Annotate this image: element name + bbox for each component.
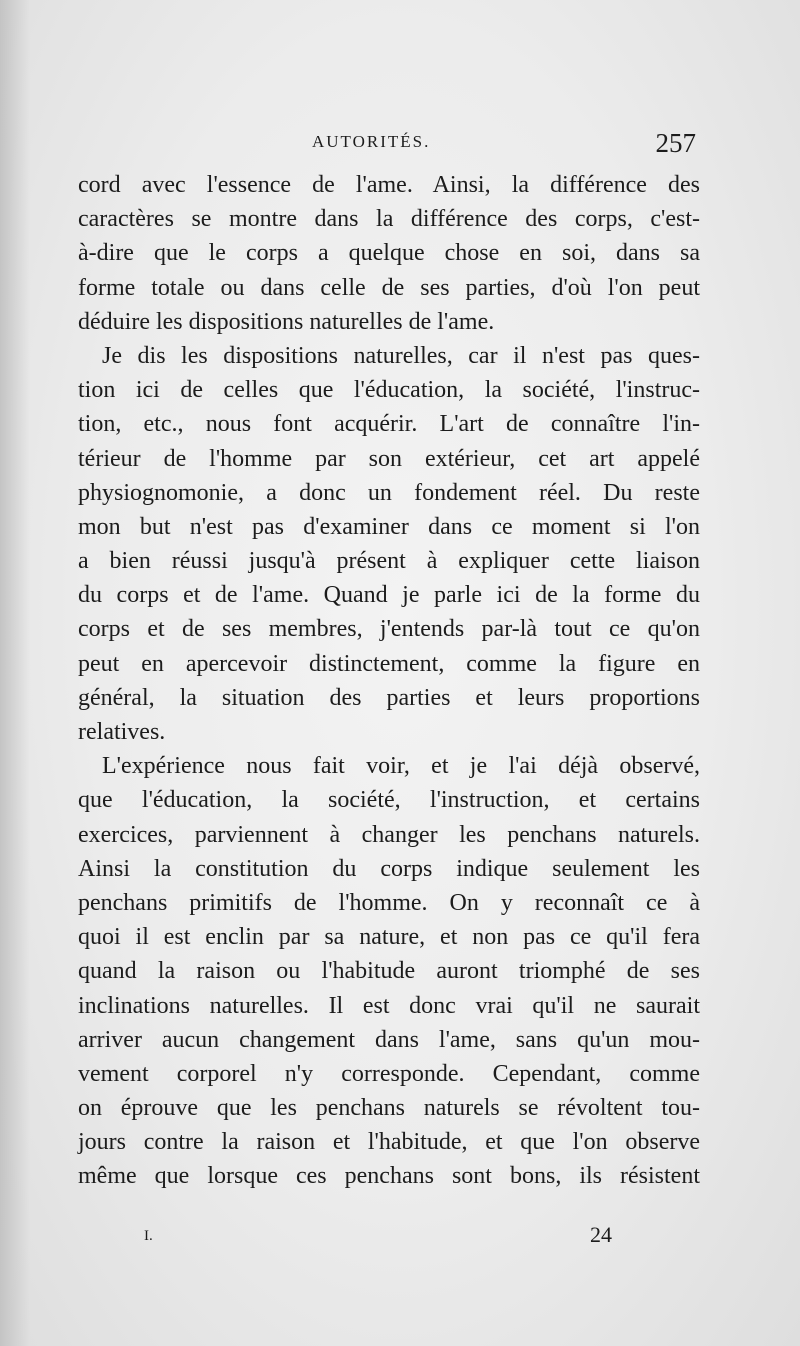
text-line: même que lorsque ces penchans sont bons, ils résistent xyxy=(78,1163,700,1190)
text-line: du corps et de l'ame. Quand je parle ici de la forme du xyxy=(78,582,700,609)
text-line: tion ici de celles que l'éducation, la société, l'instruc- xyxy=(78,377,700,404)
text-line: on éprouve que les penchans naturels se révoltent tou- xyxy=(78,1095,700,1122)
text-line: mon but n'est pas d'examiner dans ce moment si l'on xyxy=(78,513,700,540)
text-line: général, la situation des parties et leurs proportions xyxy=(78,684,700,711)
text-line: L'expérience nous fait voir, et je l'ai déjà observé, xyxy=(102,753,700,780)
text-line: Je dis les dispositions naturelles, car il n'est pas ques- xyxy=(102,342,700,369)
text-line: cord avec l'essence de l'ame. Ainsi, la différence des xyxy=(78,172,700,198)
text-line: physiognomonie, a donc un fondement réel. Du reste xyxy=(78,479,700,506)
body-text xyxy=(78,168,700,1194)
text-line: tion, etc., nous font acquérir. L'art de connaître l'in- xyxy=(78,411,700,438)
text-line: a bien réussi jusqu'à présent à expliquer cette liaison xyxy=(78,548,700,575)
text-line: quoi il est enclin par sa nature, et non pas ce qu'il fera xyxy=(78,924,700,951)
text-line: relatives. xyxy=(78,719,166,745)
text-line: arriver aucun changement dans l'ame, sans qu'un mou- xyxy=(78,1026,700,1053)
page-footer xyxy=(78,1222,700,1252)
gutter-shadow xyxy=(0,0,30,1346)
text-line: vement corporel n'y corresponde. Cependant, comme xyxy=(78,1060,700,1087)
text-line: térieur de l'homme par son extérieur, cet art appelé xyxy=(78,445,700,472)
text-line: forme totale ou dans celle de ses parties, d'où l'on peut xyxy=(78,274,700,301)
text-line: à-dire que le corps a quelque chose en soi, dans sa xyxy=(78,240,700,267)
text-line: que l'éducation, la société, l'instruction, et certains xyxy=(78,787,700,814)
text-line: jours contre la raison et l'habitude, et que l'on observe xyxy=(78,1129,700,1156)
text-line: corps et de ses membres, j'entends par-là tout ce qu'on xyxy=(78,616,700,643)
signature-number: 24 xyxy=(590,1222,612,1247)
text-line: inclinations naturelles. Il est donc vrai qu'il ne saurait xyxy=(78,992,700,1019)
signature-mark: I. xyxy=(144,1228,153,1244)
running-head: AUTORITÉS. xyxy=(312,132,431,151)
text-line: caractères se montre dans la différence des corps, c'est- xyxy=(78,206,700,233)
text-line: penchans primitifs de l'homme. On y reconnaît ce à xyxy=(78,889,700,916)
page-header xyxy=(78,128,700,164)
text-line: exercices, parviennent à changer les penchans naturels. xyxy=(78,821,700,848)
text-line: peut en apercevoir distinctement, comme la figure en xyxy=(78,650,700,677)
text-line: Ainsi la constitution du corps indique seulement les xyxy=(78,855,700,882)
page-number: 257 xyxy=(655,128,696,158)
text-line: déduire les dispositions naturelles de l'ame. xyxy=(78,308,495,335)
text-line: quand la raison ou l'habitude auront triomphé de ses xyxy=(78,958,700,985)
